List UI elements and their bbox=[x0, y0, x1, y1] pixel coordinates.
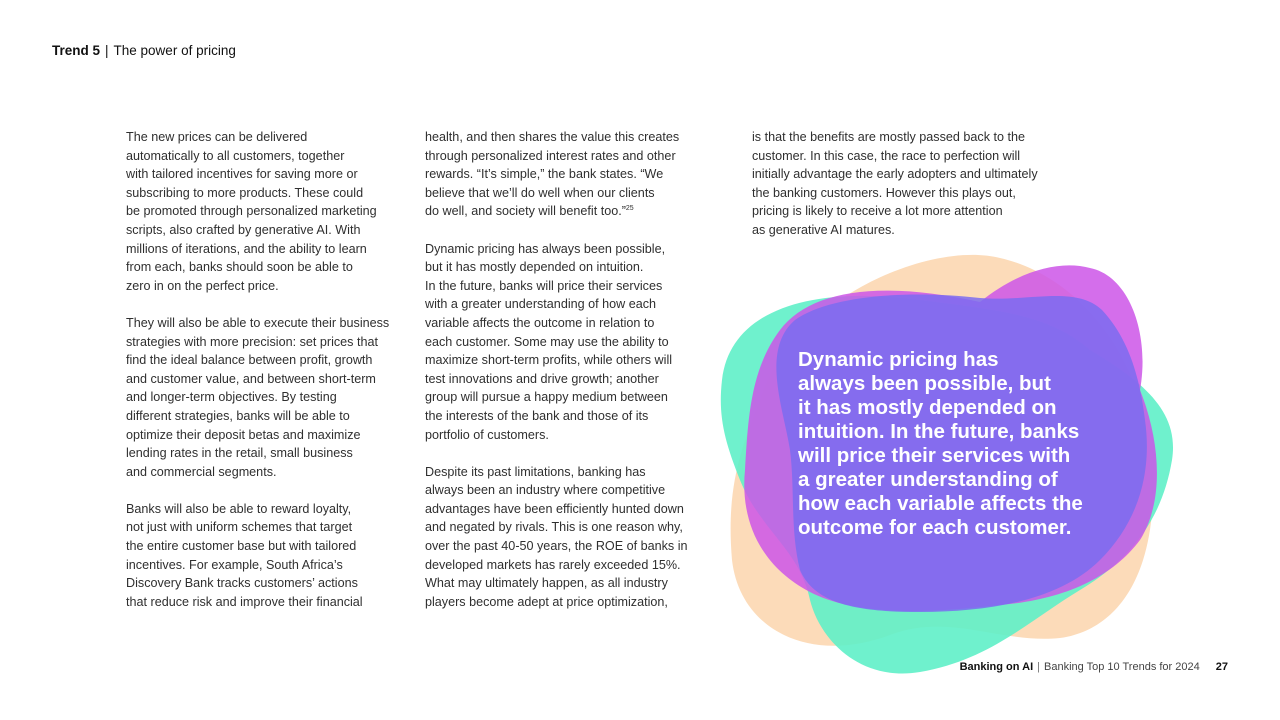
footer-brand: Banking on AI bbox=[959, 661, 1034, 673]
page-footer bbox=[960, 661, 1228, 673]
header-separator: | bbox=[105, 43, 109, 58]
page-number: 27 bbox=[1215, 661, 1228, 673]
footnote-marker: 25 bbox=[625, 205, 634, 213]
trend-label: Trend 5 bbox=[52, 43, 101, 58]
paragraph-text: health, and then shares the value this creates through personalized interest rates and other rewards. “It’s simple,” the bank states. “We believe that we’ll do well when our clients do well, and society will benefit too.” bbox=[425, 130, 680, 219]
paragraph: Despite its past limitations, banking has always been an industry where competitive advantages have been efficiently hunted down and negated by rivals. This is one reason why, over the past 40-50 years, the ROE of banks in developed markets has rarely exceeded 15%. What may ultimately happen, as all industry players become adept at price optimization, bbox=[425, 464, 688, 609]
footer-report-title: Banking Top 10 Trends for 2024 bbox=[1044, 661, 1200, 673]
paragraph: The new prices can be delivered automatically to all customers, together with tailored incentives for saving more or subscribing to more products. These could be promoted through personalized marketing scripts, also crafted by generative AI. With millions of iterations, and the ability to learn from each, banks should soon be able to zero in on the perfect price. bbox=[126, 130, 377, 293]
paragraph-with-footnote bbox=[425, 128, 710, 221]
paragraph: They will also be able to execute their business strategies with more precision: set prices that find the ideal balance between profit, growth and customer value, and between short-term and longer-term objectives. By testing different strategies, banks will be able to optimize their deposit betas and maximize lending rates in the retail, small business and commercial segments. bbox=[126, 315, 390, 479]
footer-separator: | bbox=[1037, 661, 1040, 673]
section-title: The power of pricing bbox=[113, 43, 236, 58]
pull-quote: Dynamic pricing has always been possible, but it has mostly depended on intuition. In the future, banks will price their services with a greater understanding of how each variable affects the outcome for each customer. bbox=[798, 348, 1083, 539]
paragraph: Banks will also be able to reward loyalty, not just with uniform schemes that target the entire customer base but with tailored incentives. For example, South Africa’s Discovery Bank tracks customers’ actions that reduce risk and improve their financial bbox=[126, 501, 363, 609]
paragraph: is that the benefits are mostly passed back to the customer. In this case, the race to perfection will initially advantage the early adopters and ultimately the banking customers. However this plays out, pricing is likely to receive a lot more attention as generative AI matures. bbox=[752, 130, 1038, 237]
page-header bbox=[52, 43, 236, 58]
text-column-3 bbox=[752, 128, 1072, 258]
text-column-1 bbox=[126, 128, 411, 630]
text-column-2 bbox=[425, 128, 710, 630]
paragraph: Dynamic pricing has always been possible, but it has mostly depended on intuition. In the future, banks will price their services with a greater understanding of how each variable affects the outcome in relation to each customer. Some may use the ability to maximize short-term profits, while others will test innovations and drive growth; another group will pursue a happy medium between the interests of the bank and those of its portfolio of customers. bbox=[425, 241, 673, 442]
